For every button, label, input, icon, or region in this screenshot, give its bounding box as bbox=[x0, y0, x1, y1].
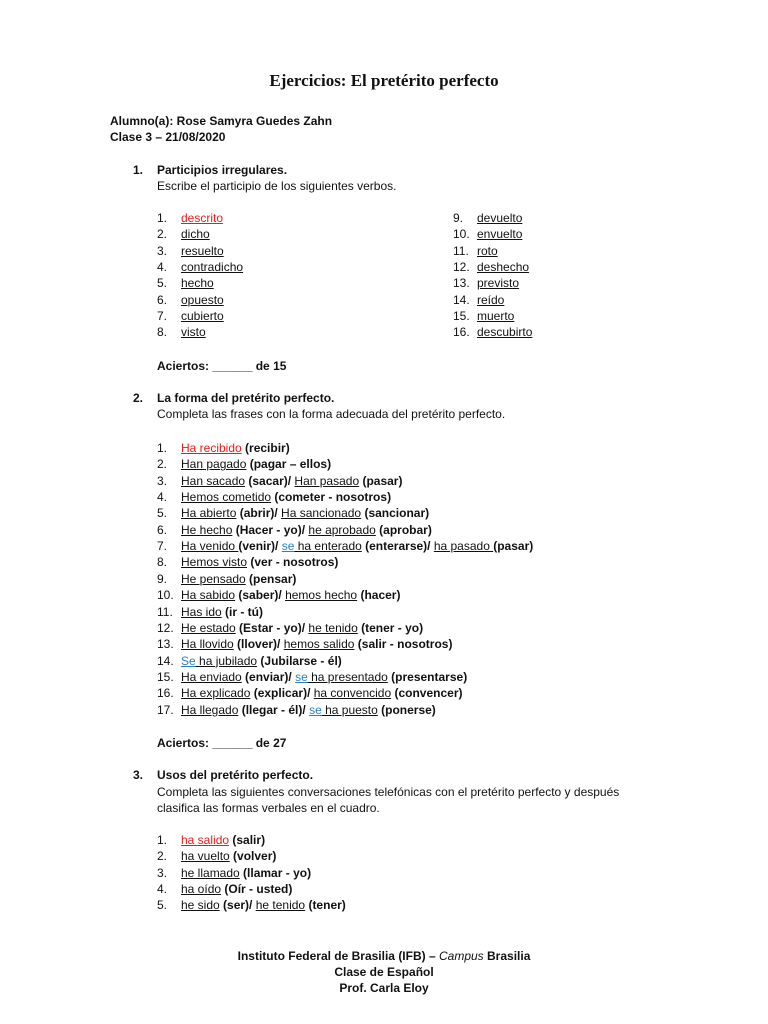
verb-answer: Ha explicado bbox=[181, 686, 251, 701]
verb-hint: (Oír - usted) bbox=[221, 881, 293, 896]
document-title: Ejercicios: El pretérito perfecto bbox=[269, 71, 499, 90]
item-number: 13. bbox=[157, 637, 174, 652]
verb-answer: Hemos visto bbox=[181, 555, 248, 570]
verb-answer: he aprobado bbox=[308, 522, 376, 537]
section1-heading: Participios irregulares. bbox=[157, 163, 288, 177]
verb-hint: (salir - nosotros) bbox=[354, 637, 453, 652]
section3-heading: Usos del pretérito perfecto. bbox=[157, 768, 314, 782]
verb-hint: (pagar – ellos) bbox=[246, 457, 332, 472]
verb-answer: Has ido bbox=[181, 604, 222, 619]
verb-answer: Ha enviado bbox=[181, 669, 242, 684]
section2-number: 2. bbox=[133, 391, 144, 405]
verb-hint: (abrir)/ bbox=[236, 506, 282, 521]
item-number: 2. bbox=[157, 849, 168, 864]
verb-answer: he tenido bbox=[255, 898, 306, 913]
item-number: 3. bbox=[157, 473, 168, 488]
participle-answer: envuelto bbox=[477, 227, 523, 242]
list-item bbox=[157, 243, 224, 259]
verb-hint: (Hacer - yo)/ bbox=[232, 522, 309, 537]
item-number: 13. bbox=[453, 276, 470, 291]
list-item bbox=[157, 456, 331, 472]
participle-answer: contradicho bbox=[181, 259, 244, 274]
participle-answer: visto bbox=[181, 325, 206, 340]
verb-answer: Ha recibido bbox=[181, 441, 242, 455]
list-item bbox=[157, 587, 400, 603]
item-number: 3. bbox=[157, 865, 168, 880]
verb-hint: (llamar - yo) bbox=[239, 865, 312, 880]
item-number: 11. bbox=[157, 604, 173, 619]
section2-score: Aciertos: ______ de 27 bbox=[157, 736, 287, 750]
participle-answer: previsto bbox=[477, 276, 520, 291]
verb-answer: He hecho bbox=[181, 522, 233, 537]
verb-answer: he sido bbox=[181, 898, 220, 913]
footer-course: Clase de Español bbox=[334, 965, 434, 979]
verb-answer: Ha abierto bbox=[181, 506, 237, 521]
verb-answer: ha oído bbox=[181, 881, 222, 896]
item-number: 11. bbox=[453, 243, 469, 258]
participle-answer: hecho bbox=[181, 276, 214, 291]
item-number: 2. bbox=[157, 227, 168, 242]
section3-instruction-line2: clasifica las formas verbales en el cuadro. bbox=[157, 801, 380, 815]
list-item bbox=[157, 702, 436, 718]
verb-hint: (tener) bbox=[305, 898, 346, 913]
item-number: 17. bbox=[157, 702, 174, 717]
verb-answer: se bbox=[309, 702, 322, 717]
participle-answer: roto bbox=[477, 243, 498, 258]
verb-answer: Ha sabido bbox=[181, 588, 236, 603]
item-number: 10. bbox=[453, 227, 470, 242]
verb-hint: (pasar) bbox=[359, 473, 403, 488]
verb-hint: (enterarse)/ bbox=[361, 539, 434, 554]
list-item bbox=[157, 669, 467, 685]
verb-hint: (explicar)/ bbox=[250, 686, 314, 701]
list-item bbox=[157, 292, 224, 308]
verb-hint: (saber)/ bbox=[235, 588, 286, 603]
list-item bbox=[157, 489, 391, 505]
item-number: 8. bbox=[157, 555, 168, 570]
item-number: 1. bbox=[157, 441, 168, 455]
verb-hint: (llegar - él)/ bbox=[238, 702, 310, 717]
participle-answer: devuelto bbox=[477, 211, 523, 225]
item-number: 3. bbox=[157, 243, 168, 258]
verb-hint: (salir) bbox=[229, 833, 266, 847]
footer-institution-text: Instituto Federal de Brasilia (IFB) – bbox=[237, 949, 439, 963]
verb-answer: Han sacado bbox=[181, 473, 246, 488]
verb-answer: ha vuelto bbox=[181, 849, 230, 864]
verb-answer: Han pagado bbox=[181, 457, 247, 472]
list-item bbox=[453, 259, 529, 275]
participle-answer: dicho bbox=[181, 227, 210, 242]
list-item bbox=[157, 473, 402, 489]
verb-hint: (aprobar) bbox=[375, 522, 432, 537]
list-item bbox=[157, 259, 243, 275]
item-number: 2. bbox=[157, 457, 168, 472]
verb-answer: hemos hecho bbox=[285, 588, 358, 603]
item-number: 12. bbox=[453, 259, 470, 274]
participle-answer: resuelto bbox=[181, 243, 224, 258]
item-number: 16. bbox=[157, 686, 174, 701]
item-number: 5. bbox=[157, 506, 168, 521]
verb-hint: (pensar) bbox=[245, 571, 297, 586]
list-item bbox=[453, 243, 498, 259]
verb-hint: (Estar - yo)/ bbox=[235, 620, 309, 635]
verb-answer: Ha sancionado bbox=[281, 506, 362, 521]
item-number: 4. bbox=[157, 881, 168, 896]
verb-hint: (recibir) bbox=[241, 441, 290, 455]
item-number: 15. bbox=[453, 308, 470, 323]
section1-score: Aciertos: ______ de 15 bbox=[157, 359, 287, 373]
list-item bbox=[157, 210, 223, 226]
item-number: 15. bbox=[157, 669, 174, 684]
verb-hint: (presentarse) bbox=[387, 669, 468, 684]
participle-answer: opuesto bbox=[181, 292, 224, 307]
item-number: 12. bbox=[157, 620, 174, 635]
list-item bbox=[157, 897, 346, 913]
verb-answer: ha puesto bbox=[321, 702, 378, 717]
section2-heading: La forma del pretérito perfecto. bbox=[157, 391, 335, 405]
verb-answer: se bbox=[295, 669, 308, 684]
list-item bbox=[157, 554, 338, 570]
list-item bbox=[157, 881, 292, 897]
section1-instruction: Escribe el participio de los siguientes verbos. bbox=[157, 179, 397, 193]
verb-hint: (venir)/ bbox=[238, 539, 282, 554]
section3-instruction-line1: Completa las siguientes conversaciones telefónicas con el pretérito perfecto y después bbox=[157, 785, 620, 799]
verb-answer: ha presentado bbox=[307, 669, 388, 684]
verb-hint: (pasar) bbox=[493, 539, 534, 554]
verb-answer: Se bbox=[181, 653, 196, 668]
item-number: 9. bbox=[453, 211, 464, 225]
verb-answer: Hemos cometido bbox=[181, 490, 272, 505]
list-item bbox=[157, 275, 214, 291]
verb-hint: (tener - yo) bbox=[357, 620, 424, 635]
verb-answer: Ha llegado bbox=[181, 702, 239, 717]
list-item bbox=[157, 620, 423, 636]
verb-answer: Ha llovido bbox=[181, 637, 234, 652]
verb-answer: ha enterado bbox=[294, 539, 362, 554]
item-number: 5. bbox=[157, 898, 168, 913]
footer-institution bbox=[0, 948, 768, 964]
list-item bbox=[157, 653, 342, 669]
verb-hint: (ponerse) bbox=[377, 702, 436, 717]
list-item bbox=[453, 308, 514, 324]
verb-answer: He estado bbox=[181, 620, 236, 635]
section3-number: 3. bbox=[133, 768, 144, 782]
item-number: 1. bbox=[157, 211, 168, 225]
list-item bbox=[157, 226, 210, 242]
item-number: 4. bbox=[157, 259, 168, 274]
verb-hint: (Jubilarse - él) bbox=[257, 653, 342, 668]
item-number: 8. bbox=[157, 325, 168, 340]
verb-hint: (hacer) bbox=[357, 588, 401, 603]
item-number: 4. bbox=[157, 490, 168, 505]
list-item bbox=[453, 210, 522, 226]
verb-hint: (ser)/ bbox=[219, 898, 256, 913]
item-number: 6. bbox=[157, 522, 168, 537]
list-item bbox=[157, 440, 290, 456]
item-number: 14. bbox=[453, 292, 470, 307]
list-item bbox=[157, 604, 263, 620]
participle-answer: deshecho bbox=[477, 259, 530, 274]
verb-answer: ha jubilado bbox=[195, 653, 258, 668]
list-item bbox=[157, 308, 224, 324]
student-name: Alumno(a): Rose Samyra Guedes Zahn bbox=[110, 114, 333, 128]
list-item bbox=[157, 832, 265, 848]
list-item bbox=[453, 324, 532, 340]
item-number: 1. bbox=[157, 833, 168, 847]
verb-answer: hemos salido bbox=[283, 637, 355, 652]
verb-answer: ha pasado bbox=[433, 539, 494, 554]
item-number: 14. bbox=[157, 653, 174, 668]
verb-hint: (ver - nosotros) bbox=[247, 555, 339, 570]
list-item bbox=[157, 848, 276, 864]
list-item bbox=[157, 324, 206, 340]
list-item bbox=[453, 292, 504, 308]
participle-answer: cubierto bbox=[181, 308, 224, 323]
verb-answer: Han pasado bbox=[294, 473, 360, 488]
item-number: 7. bbox=[157, 539, 168, 554]
list-item bbox=[157, 865, 311, 881]
list-item bbox=[157, 522, 432, 538]
verb-hint: (volver) bbox=[229, 849, 277, 864]
item-number: 6. bbox=[157, 292, 168, 307]
list-item bbox=[157, 538, 533, 554]
footer-campus-italic: Campus bbox=[438, 949, 484, 963]
verb-answer: ha salido bbox=[181, 833, 230, 847]
verb-answer: Ha venido bbox=[181, 539, 239, 554]
list-item bbox=[453, 226, 522, 242]
list-item bbox=[157, 571, 296, 587]
verb-hint: (sancionar) bbox=[361, 506, 430, 521]
verb-answer: ha convencido bbox=[313, 686, 392, 701]
list-item bbox=[157, 505, 429, 521]
section2-instruction: Completa las frases con la forma adecuada del pretérito perfecto. bbox=[157, 407, 506, 421]
participle-answer: descubirto bbox=[477, 325, 533, 340]
verb-hint: (ir - tú) bbox=[221, 604, 264, 619]
list-item bbox=[157, 636, 452, 652]
participle-answer: reído bbox=[477, 292, 505, 307]
verb-hint: (convencer) bbox=[391, 686, 463, 701]
item-number: 16. bbox=[453, 325, 470, 340]
verb-answer: he llamado bbox=[181, 865, 240, 880]
participle-answer: descrito bbox=[181, 211, 224, 225]
verb-answer: se bbox=[281, 539, 295, 554]
list-item bbox=[453, 275, 519, 291]
item-number: 10. bbox=[157, 588, 174, 603]
class-info: Clase 3 – 21/08/2020 bbox=[110, 130, 226, 144]
verb-hint: (enviar)/ bbox=[241, 669, 296, 684]
verb-hint: (llover)/ bbox=[233, 637, 284, 652]
footer-teacher: Prof. Carla Eloy bbox=[339, 981, 429, 995]
participle-answer: muerto bbox=[477, 308, 515, 323]
verb-hint: (sacar)/ bbox=[245, 473, 295, 488]
item-number: 5. bbox=[157, 276, 168, 291]
verb-answer: He pensado bbox=[181, 571, 246, 586]
section1-number: 1. bbox=[133, 163, 144, 177]
footer-city: Brasilia bbox=[483, 949, 531, 963]
verb-hint: (cometer - nosotros) bbox=[271, 490, 392, 505]
verb-answer: he tenido bbox=[308, 620, 358, 635]
list-item bbox=[157, 685, 462, 701]
item-number: 7. bbox=[157, 308, 168, 323]
item-number: 9. bbox=[157, 571, 168, 586]
